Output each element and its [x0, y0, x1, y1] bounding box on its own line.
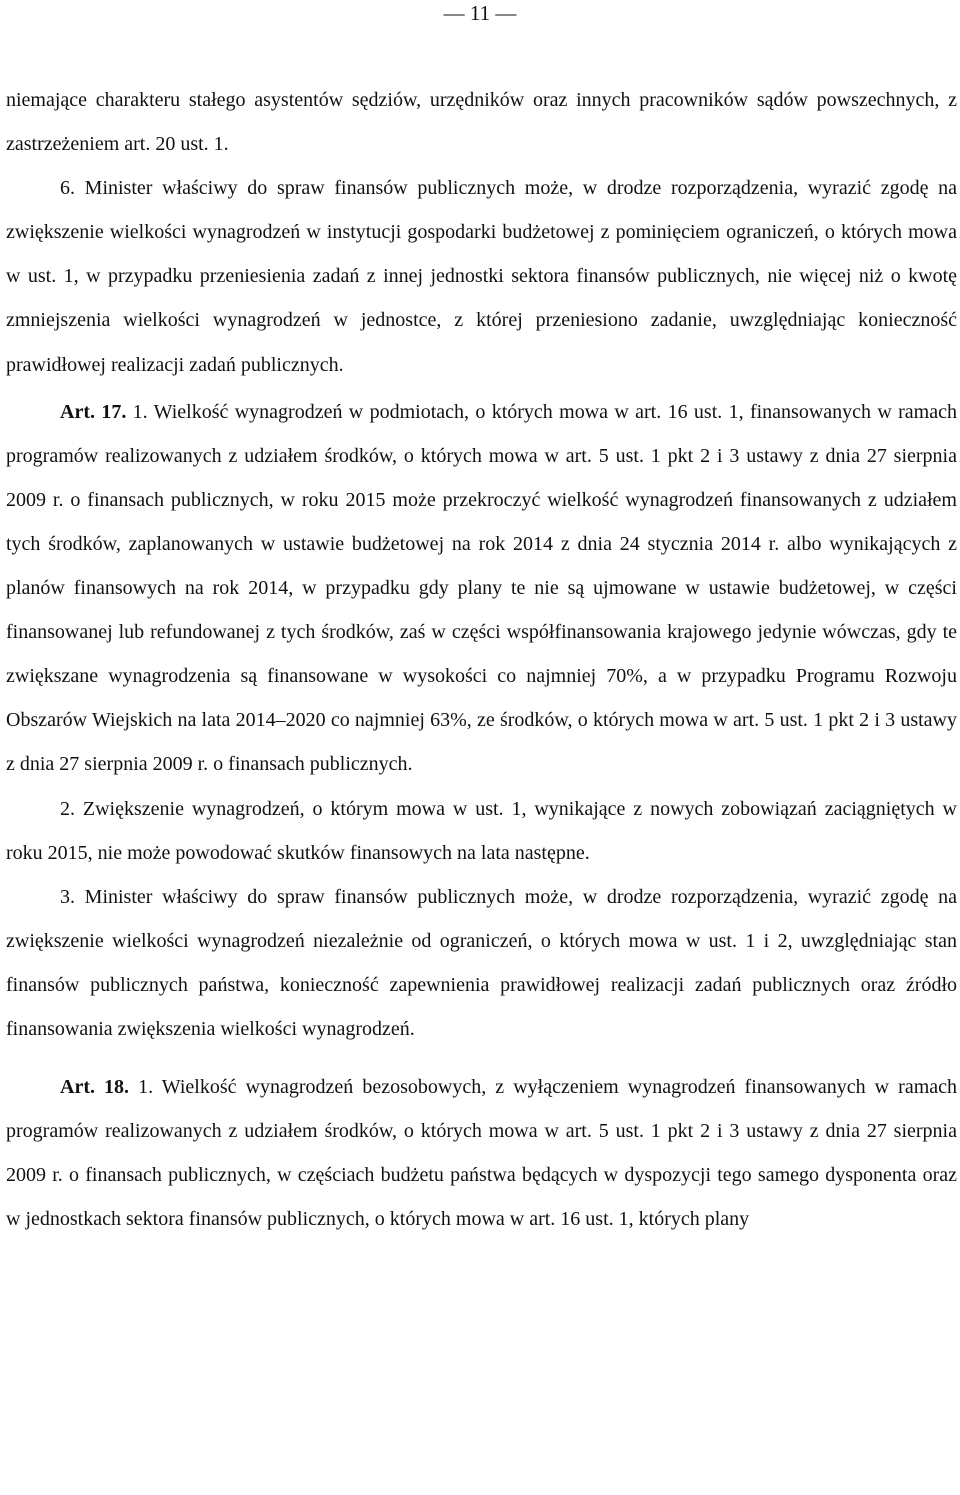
paragraph-text: 1. Wielkość wynagrodzeń w podmiotach, o których mowa w art. 16 ust. 1, finansowanych w ramach programów realizowanych z udziałem środków, o których mowa w art. 5 ust. 1 pkt 2 i 3 ustawy z dnia 27 sierpnia 2009 r. o finansach publicznych, w roku 2015 może przekroczyć wielkość wynagrodzeń finansowanych z udziałem tych środków, zaplanowanych w ustawie budżetowej na rok 2014 z dnia 24 stycznia 2014 r. albo wynikających z planów finansowych na rok 2014, w przypadku gdy plany te nie są ujmowane w ustawie budżetowej, w części finansowanej lub refundowanej z tych środków, zaś w części współfinansowania krajowego jedynie wówczas, gdy te zwiększane wynagrodzenia są finansowane w wysokości co najmniej 70%, a w przypadku Programu Rozwoju Obszarów Wiejskich na lata 2014–2020 co najmniej 63%, ze środków, o których mowa w art. 5 ust. 1 pkt 2 i 3 ustawy z dnia 27 sierpnia 2009 r. o finansach publicznych.: [6, 400, 957, 776]
article-label-art18: Art. 18.: [60, 1076, 130, 1099]
paragraph-art17-ust1: [6, 390, 957, 787]
paragraph-art16-ust6: 6. Minister właściwy do spraw finansów publicznych może, w drodze rozporządzenia, wyrazić zgodę na zwiększenie wielkości wynagrodzeń w instytucji gospodarki budżetowej z pominięciem ograniczeń, o których mowa w ust. 1, w przypadku przeniesienia zadań z innej jednostki sektora finansów publicznych, nie więcej niż o kwotę zmniejszenia wielkości wynagrodzeń w jednostce, z której przeniesiono zadanie, uwzględniając konieczność prawidłowej realizacji zadań publicznych.: [6, 177, 957, 376]
paragraph-art17-ust3: 3. Minister właściwy do spraw finansów publicznych może, w drodze rozporządzenia, wyrazić zgodę na zwiększenie wielkości wynagrodzeń niezależnie od ograniczeń, o których mowa w ust. 1 i 2, uwzględniając stan finansów publicznych państwa, konieczność zapewnienia prawidłowej realizacji zadań publicznych oraz źródło finansowania zwiększenia wielkości wynagrodzeń.: [6, 885, 957, 1040]
paragraph-continuation: niemające charakteru stałego asystentów sędziów, urzędników oraz innych pracowników sądów powszechnych, z zastrzeżeniem art. 20 ust. 1.: [6, 89, 957, 156]
paragraph-art17-ust2: 2. Zwiększenie wynagrodzeń, o którym mowa w ust. 1, wynikające z nowych zobowiązań zaciągniętych w roku 2015, nie może powodować skutków finansowych na lata następne.: [6, 797, 957, 864]
document-body: [6, 78, 957, 1241]
page-number: — 11 —: [443, 1, 517, 25]
paragraph-art18-ust1: [6, 1065, 957, 1241]
paragraph-text: 1. Wielkość wynagrodzeń bezosobowych, z wyłączeniem wynagrodzeń finansowanych w ramach programów realizowanych z udziałem środków, o których mowa w art. 5 ust. 1 pkt 2 i 3 ustawy z dnia 27 sierpnia 2009 r. o finansach publicznych, w częściach budżetu państwa będących w dyspozycji tego samego dysponenta oraz w jednostkach sektora finansów publicznych, o których mowa w art. 16 ust. 1, których plany: [6, 1076, 958, 1231]
article-label-art17: Art. 17.: [60, 400, 127, 423]
